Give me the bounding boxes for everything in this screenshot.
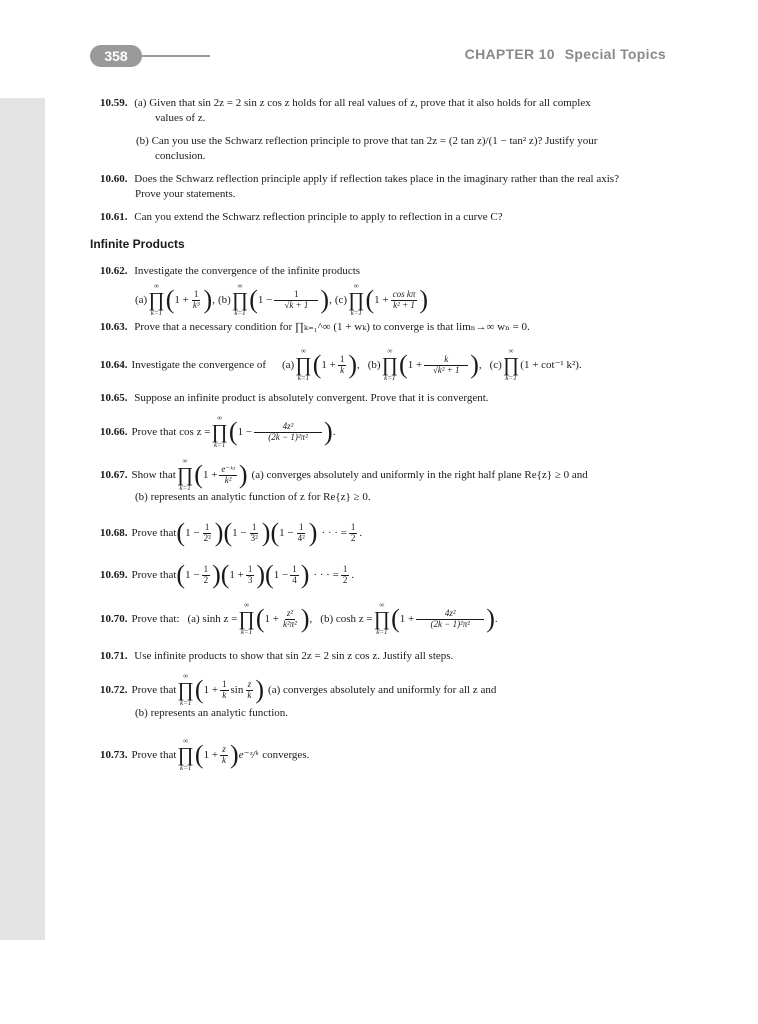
product-symbol: ∞ ∏ k=1 <box>176 457 194 492</box>
problem-10-69: 10.69. Prove that ( 1 − $\frac{1}{2}$ ) ( 1 + $\frac{1}{3}$ ) ( 1 − $\frac{1}{4}$ ) · · · = $\frac{1}{2}$ . <box>100 560 355 589</box>
section-title: Infinite Products <box>90 237 185 251</box>
product-symbol: ∞ ∏ k=1 <box>238 601 255 636</box>
problem-10-63: 10.63. Prove that a necessary condition for ∏ₖ₌₁^∞ (1 + wₖ) to converge is that limₙ→∞ wₙ = 0. <box>100 321 530 333</box>
problem-10-67-b: (b) represents an analytic function of z for Re{z} ≥ 0. <box>135 491 371 503</box>
page-content <box>90 96 670 775</box>
problem-10-72: 10.72. Prove that ∞ ∏ k=1 ( 1 + $\frac{1}{k}$ sin $\frac{z}{k}$ ) (a) converges absolutely and uniformly for all z and <box>100 672 497 707</box>
chapter-number: CHAPTER 10 <box>464 46 555 62</box>
problem-10-59: 10.59. (a) Given that sin 2z = 2 sin z cos z holds for all real values of z, prove that it also holds for all complex values of z. <box>100 97 591 124</box>
problem-10-59-a: (a) Given that sin 2z = 2 sin z cos z holds for all real values of z, prove that it also holds for all complex <box>134 97 591 109</box>
side-margin-bar <box>0 98 45 940</box>
page-number-badge: 358 <box>90 45 142 67</box>
problem-10-66: 10.66. Prove that cos z = ∞ ∏ k=1 ( 1 − $\frac{\text{4z²}}{\text{(2k − 1)²π²}}$ ) . <box>100 414 336 449</box>
product-symbol: ∞ ∏ k=1 <box>348 282 365 317</box>
product-symbol: ∞ ∏ k=1 <box>231 282 249 317</box>
chapter-title: Special Topics <box>564 46 666 62</box>
problem-10-59-b: (b) Can you use the Schwarz reflection principle to prove that tan 2z = (2 tan z)/(1 − tan² z)? Justify your conclusion. <box>136 135 598 162</box>
problem-10-67: 10.67. Show that ∞ ∏ k=1 ( 1 + $\frac{\text{e⁻ᵏᶻ}}{\text{k²}}$ ) (a) converges absolutely and uniformly in the right half plane Re{z} ≥ 0 and <box>100 457 588 492</box>
product-symbol: ∞ ∏ k=1 <box>373 601 391 636</box>
product-symbol: ∞ ∏ k=1 <box>381 347 399 382</box>
problem-10-60: 10.60. Does the Schwarz reflection principle apply if reflection takes place in the imaginary rather than the real axis? Prove your statements. <box>100 173 619 200</box>
product-symbol: ∞ ∏ k=1 <box>177 672 194 707</box>
problem-10-71: 10.71. Use infinite products to show that sin 2z = 2 sin z cos z. Justify all steps. <box>100 650 454 662</box>
problem-10-68: 10.68. Prove that ( 1 − $\frac{1}{\text{2²}}$ ) ( 1 − $\frac{1}{\text{3²}}$ ) ( 1 − $\frac{1}{\text{4²}}$ ) · · · = $\frac{1}{2}$ . <box>100 518 363 547</box>
product-symbol: ∞ ∏ k=1 <box>211 414 228 449</box>
product-symbol: ∞ ∏ k=1 <box>148 282 165 317</box>
product-symbol: ∞ ∏ k=1 <box>177 737 194 772</box>
product-symbol: ∞ ∏ k=1 <box>295 347 312 382</box>
problem-10-70: 10.70. Prove that: (a) sinh z = ∞ ∏ k=1 ( 1 + $\frac{\text{z²}}{\text{k²π²}}$ ) , (b) cosh z = ∞ ∏ k=1 ( 1 + $\frac{\text{4z²}}{\text{(2k − 1)²π²}}$ ) . <box>100 601 498 636</box>
product-symbol: ∞ ∏ k=1 <box>502 347 520 382</box>
problem-10-61: 10.61. Can you extend the Schwarz reflection principle to apply to reflection in a curve C? <box>100 211 503 223</box>
problem-10-73: 10.73. Prove that ∞ ∏ k=1 ( 1 + $\frac{z}{k}$ ) e⁻ᶻ/ᵏ converges. <box>100 737 310 772</box>
problem-10-65: 10.65. Suppose an infinite product is absolutely convergent. Prove that it is convergent. <box>100 392 489 404</box>
problem-10-62: 10.62. Investigate the convergence of the infinite products <box>100 265 361 277</box>
problem-10-62-expressions: (a) ∞ ∏ k=1 ( 1 + $\frac{1}{\text{k³}}$ ) , (b) ∞ ∏ k=1 ( 1 − $\frac{1}{√k + 1}$ ) , (c) ∞ ∏ k=1 ( 1 + $\frac{\text{cos kπ}}{\text{k² + 1}}$ ) <box>135 282 429 317</box>
chapter-header <box>465 46 666 62</box>
header-rule <box>140 55 210 57</box>
problem-10-64: 10.64. Investigate the convergence of (a) ∞ ∏ k=1 ( 1 + $\frac{1}{k}$ ) , (b) ∞ ∏ k=1 ( 1 + $\frac{k}{\text{√k² + 1}}$ ) , (c) ∞ ∏ k=1 (1 + cot⁻¹ k²). <box>100 347 582 382</box>
problem-10-72-b: (b) represents an analytic function. <box>135 707 289 719</box>
